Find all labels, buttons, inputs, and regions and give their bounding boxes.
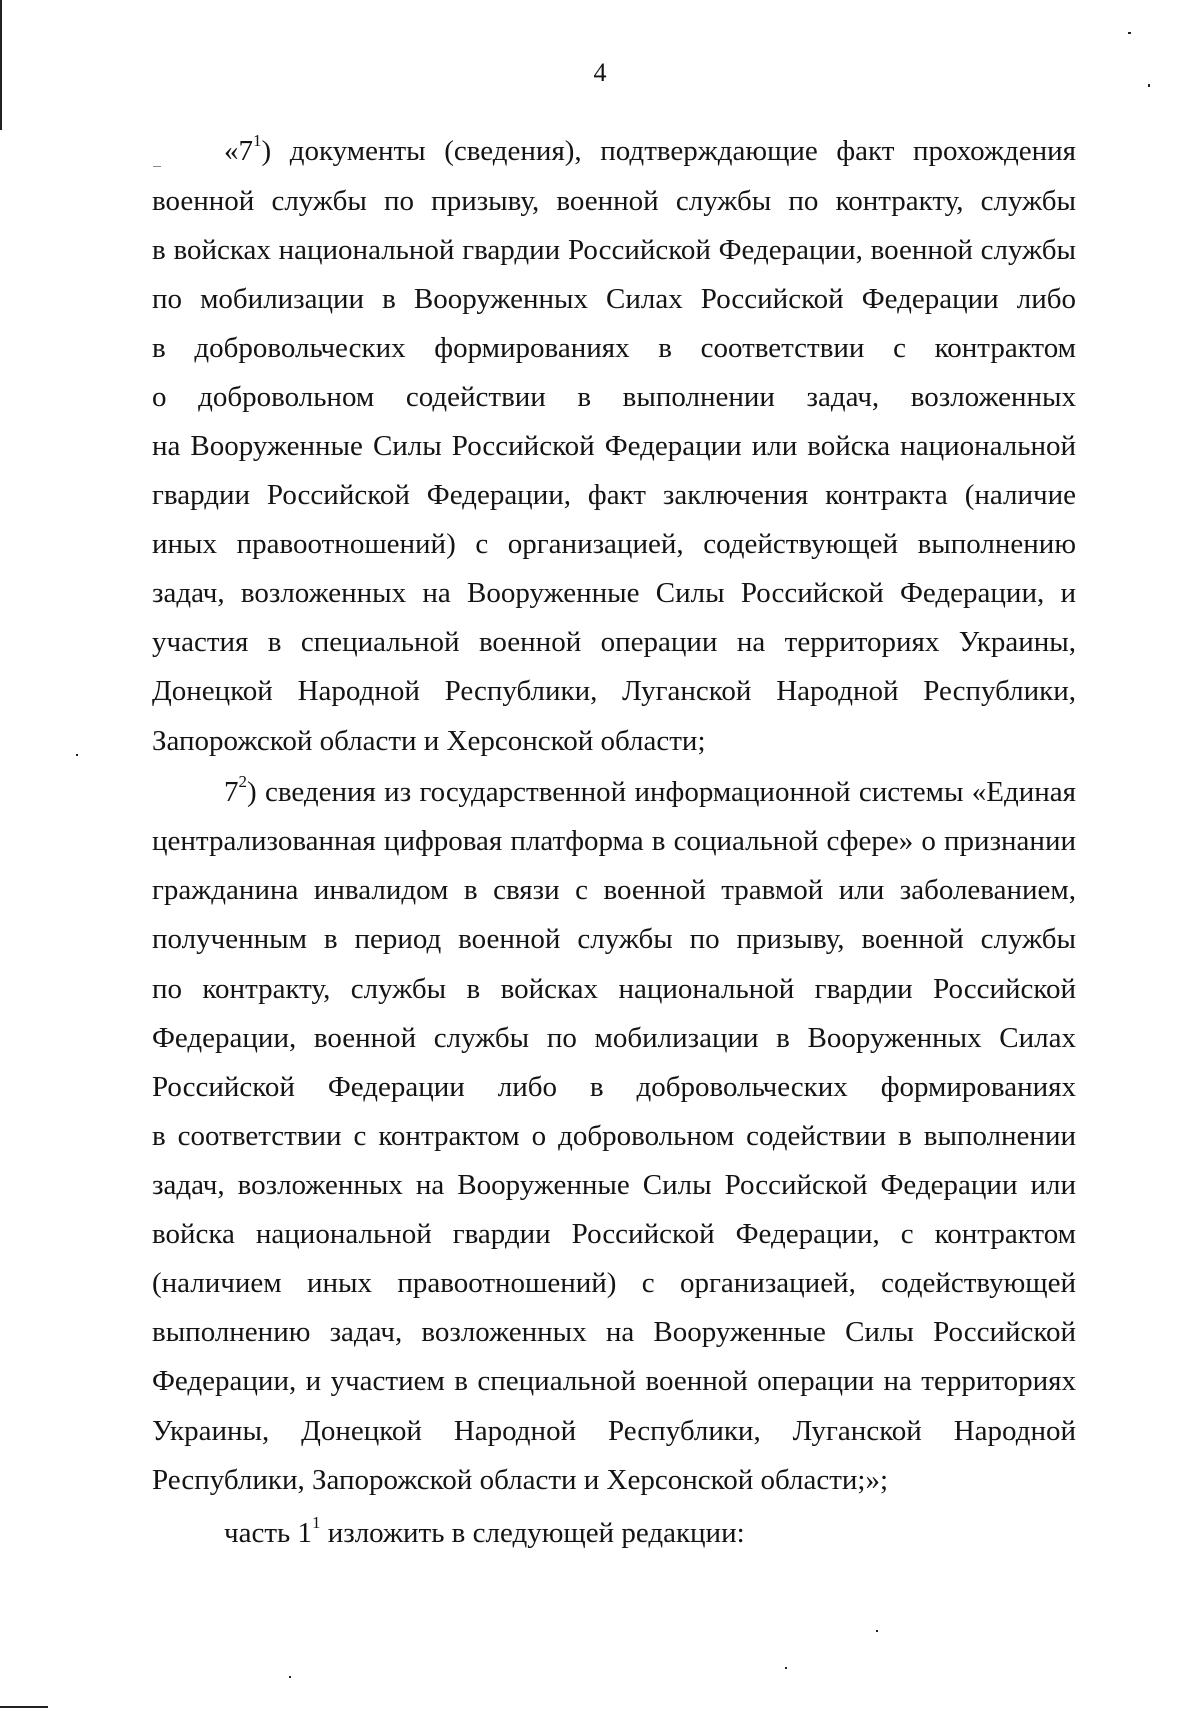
paragraph-1-line-3: в войсках национальной гвардии Российской Федерации, военной службы [152, 234, 1076, 266]
paragraph-2-line-9: задач, возложенных на Вооруженные Силы Российской Федерации или [152, 1169, 1076, 1201]
page-number: 4 [593, 58, 607, 87]
paragraph-2-line-5: по контракту, службы в войсках национальной гвардии Российской [152, 973, 1076, 1005]
paragraph-2-line-15: Республики, Запорожской области и Херсонской области;»; [152, 1464, 889, 1496]
scan-speck [876, 1630, 878, 1632]
paragraph-1-line-10: задач, возложенных на Вооруженные Силы Российской Федерации, и [152, 577, 1076, 609]
paragraph-1-line-11: участия в специальной военной операции на территориях Украины, [152, 626, 1076, 658]
paragraph-3-line-1: часть $1^1$ изложить в следующей редакции: [224, 1513, 745, 1549]
paragraph-2-line-11: (наличием иных правоотношений) с организацией, содействующей [152, 1267, 1076, 1299]
scan-speck [1128, 32, 1131, 34]
paragraph-1-line-9: иных правоотношений) с организацией, содействующей выполнению [152, 528, 1076, 560]
paragraph-1-line-4: по мобилизации в Вооруженных Силах Российской Федерации либо [152, 283, 1076, 315]
scan-speck [289, 1676, 291, 1678]
paragraph-2-line-8: в соответствии с контрактом о добровольном содействии в выполнении [152, 1120, 1076, 1152]
superscript: 1 [253, 131, 262, 151]
scan-speck [785, 1667, 787, 1669]
paragraph-2-line-3: гражданина инвалидом в связи с военной травмой или заболеванием, [152, 874, 1076, 906]
scan-edge-mark [0, 1706, 48, 1708]
paragraph-1-line-7: на Вооруженные Силы Российской Федерации или войска национальной [152, 430, 1076, 462]
paragraph-1-line-6: о добровольном содействии в выполнении задач, возложенных [152, 381, 1076, 413]
paragraph-1-line-1: «$7^1$) документы (сведения), подтверждающие факт прохождения [224, 131, 1076, 167]
scan-speck [153, 166, 161, 167]
superscript: 2 [238, 772, 247, 792]
paragraph-2-line-14: Украины, Донецкой Народной Республики, Луганской Народной [152, 1415, 1076, 1447]
paragraph-2-line-12: выполнению задач, возложенных на Вооруженные Силы Российской [152, 1316, 1076, 1348]
paragraph-1-line-5: в добровольческих формированиях в соответствии с контрактом [152, 332, 1076, 364]
paragraph-2-line-13: Федерации, и участием в специальной военной операции на территориях [152, 1365, 1076, 1397]
paragraph-2-line-1: $7^2$) сведения из государственной информационной системы «Единая [224, 772, 1076, 808]
paragraph-2-line-4: полученным в период военной службы по призыву, военной службы [152, 923, 1076, 955]
paragraph-1-line-2: военной службы по призыву, военной службы по контракту, службы [152, 185, 1076, 217]
paragraph-2-line-10: войска национальной гвардии Российской Федерации, с контрактом [152, 1218, 1076, 1250]
paragraph-2-line-2: централизованная цифровая платформа в социальной сфере» о признании [152, 825, 1076, 857]
superscript: 1 [311, 1513, 321, 1533]
paragraph-2-line-7: Российской Федерации либо в добровольческих формированиях [152, 1071, 1076, 1103]
paragraph-1-line-13: Запорожской области и Херсонской области; [152, 725, 706, 757]
scan-speck [76, 754, 78, 756]
paragraph-1-line-12: Донецкой Народной Республики, Луганской Народной Республики, [152, 675, 1076, 707]
paragraph-1-line-8: гвардии Российской Федерации, факт заключения контракта (наличие [152, 479, 1076, 511]
paragraph-2-line-6: Федерации, военной службы по мобилизации в Вооруженных Силах [152, 1022, 1076, 1054]
